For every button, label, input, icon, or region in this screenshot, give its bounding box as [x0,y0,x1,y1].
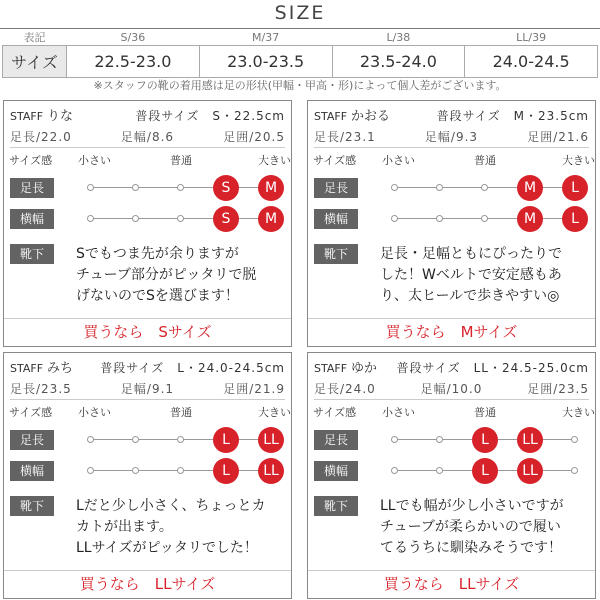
size-table-header-cell: S/36 [120,30,146,44]
header-divider [314,147,589,148]
staff-tag: STAFF [10,110,44,123]
usual-size: 普段サイズ S・22.5cm [135,109,285,123]
usual-size: 普段サイズ M・23.5cm [436,109,589,123]
scale-dot [87,215,94,222]
recommended-size: 買うなら LLサイズ [4,570,291,598]
length-scale [90,175,278,201]
size-marker: M [258,206,284,232]
staff-comment: LLでも幅が少し小さいですが チューブが柔らかいので履い てるうちに馴染みそうです！ [380,498,564,556]
header-divider [10,399,285,400]
size-table-cell: 22.5-23.0 [67,46,200,78]
scale-dot [177,436,184,443]
size-marker: LL [517,427,543,453]
foot-width: 足幅/9.1 [120,382,175,396]
size-marker: LL [258,427,284,453]
size-marker: M [517,175,543,201]
size-table-header-label: 表記 [23,31,46,44]
size-table [2,29,598,78]
scale-big-label: 大きい [562,154,595,167]
staff-tag: STAFF [314,362,348,375]
staff-header [314,105,589,125]
staff-name: ゆか [351,361,378,376]
scale-dot [391,215,398,222]
foot-girth: 足囲/23.5 [527,382,589,396]
size-marker: L [472,427,498,453]
size-marker: LL [517,458,543,484]
recommended-size: 買うなら Sサイズ [4,318,291,346]
foot-girth: 足囲/21.9 [223,382,285,396]
usual-size: 普段サイズ LL・24.5-25.0cm [396,361,589,375]
scale-normal-label: 普通 [474,154,496,167]
size-marker: M [258,175,284,201]
scale-dot [481,215,488,222]
foot-girth: 足囲/21.6 [527,130,589,144]
size-table-row-label: サイズ [3,46,67,78]
fit-scale-label: サイズ感 [9,406,53,419]
staff-card [3,352,292,599]
scale-dot [391,467,398,474]
foot-length: 足長/22.0 [10,130,72,144]
header-divider [10,147,285,148]
foot-measurements [314,128,589,144]
size-marker: L [472,458,498,484]
scale-small-label: 小さい [78,406,111,419]
staff-name: みち [47,361,74,376]
scale-dot [436,436,443,443]
scale-small-label: 小さい [382,406,415,419]
staff-tag: STAFF [10,362,44,375]
scale-normal-label: 普通 [474,406,496,419]
fit-scale-label: サイズ感 [313,154,357,167]
size-marker: L [562,206,588,232]
page-title: SIZE [274,2,326,24]
staff-card [307,352,596,599]
row-label-socks: 靴下 [314,244,358,264]
scale-dot [177,467,184,474]
row-label-width: 横幅 [10,209,54,229]
scale-dot [87,184,94,191]
scale-dot [391,184,398,191]
width-scale [90,206,278,232]
scale-dot [436,467,443,474]
scale-dot [571,467,578,474]
scale-dot [571,436,578,443]
staff-name: かおる [351,109,391,124]
staff-name: りな [47,109,74,124]
staff-comment: Sでもつま先が余りますが チューブ部分がピッタリで脱 げないのでSを選びます！ [76,246,257,304]
scale-big-label: 大きい [258,406,291,419]
header-divider [314,399,589,400]
staff-comment: 足長・足幅ともにぴったりで した！Wベルトで安定感もあ り、太ヒールで歩きやすい◎ [380,246,562,304]
size-marker: LL [258,458,284,484]
size-marker: M [517,206,543,232]
scale-dot [436,215,443,222]
scale-dot [177,215,184,222]
staff-header [10,105,285,125]
foot-measurements [314,380,589,396]
width-scale [394,206,578,232]
scale-dot [132,215,139,222]
foot-measurements [10,380,285,396]
usual-size: 普段サイズ L・24.0-24.5cm [100,361,285,375]
scale-big-label: 大きい [562,406,595,419]
length-scale [90,427,279,453]
fit-note: ※スタッフの靴の着用感は足の形状(甲幅・甲高・形)によって個人差がございます。 [93,79,507,92]
scale-dot [177,184,184,191]
length-scale [394,175,578,201]
staff-card [3,100,292,347]
scale-dot [132,467,139,474]
foot-width: 足幅/9.3 [424,130,479,144]
size-table-header-cell: LL/39 [516,30,547,44]
row-label-length: 足長 [314,430,358,450]
size-table-header-row [3,29,598,46]
foot-measurements [10,128,285,144]
row-label-width: 横幅 [314,461,358,481]
scale-dot [132,436,139,443]
staff-card [307,100,596,347]
size-marker: S [213,175,239,201]
size-table-header-cell: L/38 [386,30,411,44]
size-marker: L [562,175,588,201]
foot-width: 足幅/8.6 [120,130,175,144]
size-table-header-cell: M/37 [252,30,280,44]
foot-length: 足長/23.5 [10,382,72,396]
size-marker: L [213,458,239,484]
scale-big-label: 大きい [258,154,291,167]
size-table-cell: 23.0-23.5 [199,46,332,78]
staff-comment: Lだと少し小さく、ちょっとカ カトが出ます。 LLサイズがピッタリでした！ [76,498,266,556]
scale-normal-label: 普通 [170,406,192,419]
staff-header [314,357,589,377]
row-label-socks: 靴下 [10,496,54,516]
scale-dot [481,184,488,191]
width-scale [90,458,279,484]
length-scale [394,427,578,453]
width-scale [394,458,578,484]
row-label-socks: 靴下 [10,244,54,264]
row-label-length: 足長 [10,178,54,198]
scale-dot [132,184,139,191]
size-marker: L [213,427,239,453]
size-table-cell: 24.0-24.5 [465,46,598,78]
scale-dot [436,184,443,191]
fit-scale-label: サイズ感 [9,154,53,167]
scale-dot [87,436,94,443]
size-table-row [3,46,598,78]
row-label-length: 足長 [314,178,358,198]
recommended-size: 買うなら LLサイズ [308,570,595,598]
scale-dot [87,467,94,474]
scale-normal-label: 普通 [170,154,192,167]
foot-length: 足長/23.1 [314,130,376,144]
row-label-socks: 靴下 [314,496,358,516]
fit-scale-label: サイズ感 [313,406,357,419]
staff-header [10,357,285,377]
staff-tag: STAFF [314,110,348,123]
foot-width: 足幅/10.0 [420,382,483,396]
row-label-width: 横幅 [314,209,358,229]
row-label-width: 横幅 [10,461,54,481]
size-table-cell: 23.5-24.0 [332,46,465,78]
scale-dot [391,436,398,443]
foot-girth: 足囲/20.5 [223,130,285,144]
foot-length: 足長/24.0 [314,382,376,396]
row-label-length: 足長 [10,430,54,450]
size-marker: S [213,206,239,232]
scale-small-label: 小さい [78,154,111,167]
recommended-size: 買うなら Mサイズ [308,318,595,346]
scale-small-label: 小さい [382,154,415,167]
